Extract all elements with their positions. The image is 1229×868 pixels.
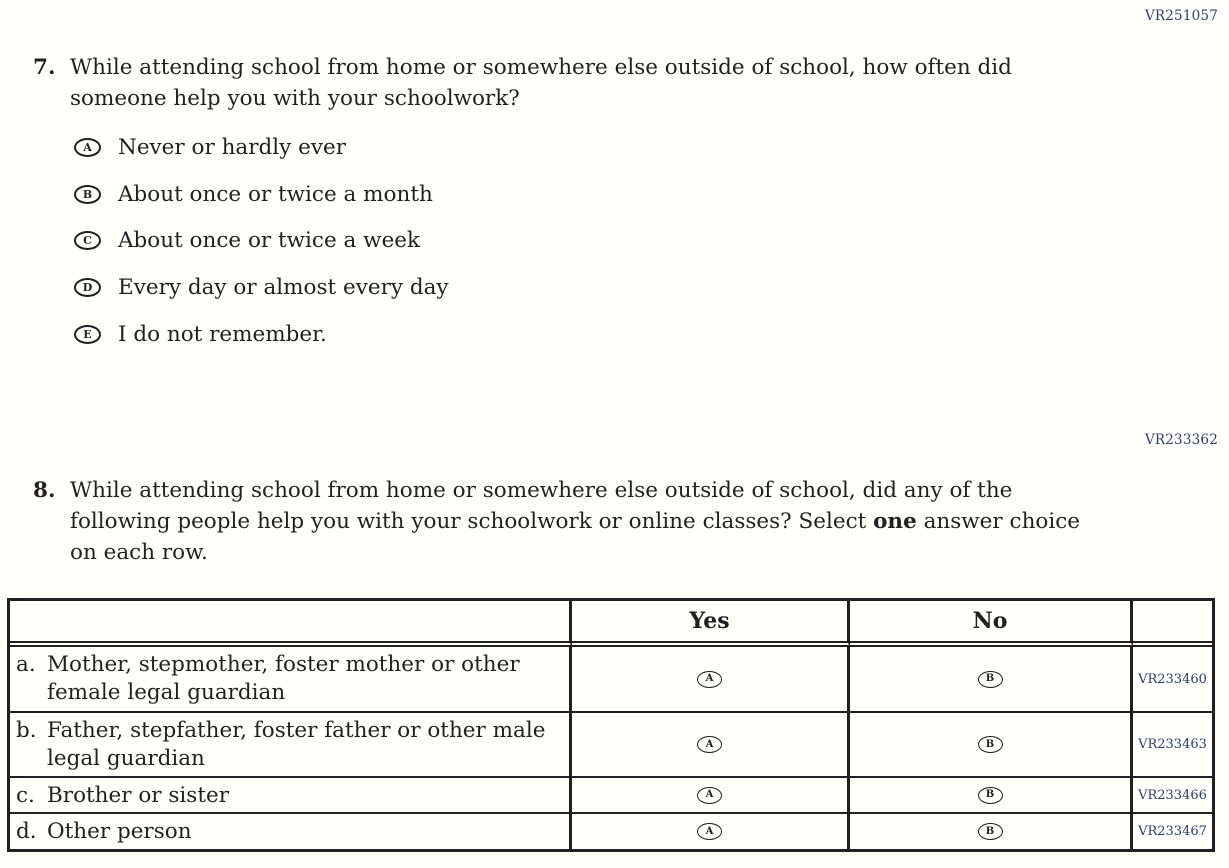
item-code-q7: VR251057 bbox=[1144, 8, 1218, 24]
question-8-bold-word: one bbox=[873, 509, 917, 534]
item-code-q8: VR233362 bbox=[1144, 432, 1218, 448]
question-8-table bbox=[7, 598, 1215, 852]
table-row-label-other bbox=[10, 814, 572, 849]
table-row-label-mother bbox=[10, 647, 572, 713]
bubble-a-icon[interactable]: A bbox=[697, 736, 722, 753]
question-8 bbox=[33, 475, 1082, 568]
row-prefix: c. bbox=[16, 783, 35, 808]
question-7-text: While attending school from home or somewhere else outside of school, how often did someone help you with your schoolwork? bbox=[70, 55, 1012, 111]
table-header-no: No bbox=[850, 601, 1133, 647]
bubble-b-icon[interactable]: B bbox=[978, 736, 1003, 753]
father-yes-cell[interactable] bbox=[572, 713, 850, 778]
row-prefix: a. bbox=[16, 652, 36, 677]
option-do-not-remember[interactable] bbox=[74, 311, 449, 358]
question-8-text-start: While attending school from home or somewhere else outside of school, did any of the following people help you with your schoolwork or online classes? Select bbox=[70, 478, 1013, 534]
option-label: About once or twice a week bbox=[118, 228, 421, 254]
option-label: I do not remember. bbox=[118, 322, 327, 348]
table-row-label-father bbox=[10, 713, 572, 778]
row-text: Other person bbox=[47, 819, 192, 844]
table-header-code-blank bbox=[1133, 601, 1212, 647]
bubble-a-icon[interactable]: A bbox=[697, 787, 722, 804]
bubble-b-icon[interactable]: B bbox=[978, 823, 1003, 840]
table-row-label-sibling bbox=[10, 778, 572, 814]
question-8-text bbox=[70, 475, 1082, 568]
row-text: Father, stepfather, foster father or other male legal guardian bbox=[47, 718, 546, 771]
row-code: VR233463 bbox=[1133, 713, 1212, 778]
sibling-yes-cell[interactable] bbox=[572, 778, 850, 814]
question-7-options bbox=[74, 124, 449, 358]
bubble-d-icon[interactable]: D bbox=[74, 278, 101, 297]
bubble-e-icon[interactable]: E bbox=[74, 325, 101, 344]
question-8-number: 8. bbox=[33, 478, 56, 503]
bubble-b-icon[interactable]: B bbox=[978, 787, 1003, 804]
option-label: Every day or almost every day bbox=[118, 275, 449, 301]
bubble-b-icon[interactable]: B bbox=[978, 671, 1003, 688]
bubble-c-icon[interactable]: C bbox=[74, 231, 101, 250]
question-7 bbox=[33, 52, 1082, 114]
row-prefix: d. bbox=[16, 819, 37, 844]
row-prefix: b. bbox=[16, 718, 37, 743]
mother-yes-cell[interactable] bbox=[572, 647, 850, 713]
bubble-a-icon[interactable]: A bbox=[74, 138, 101, 157]
row-text: Mother, stepmother, foster mother or other female legal guardian bbox=[47, 652, 520, 705]
mother-no-cell[interactable] bbox=[850, 647, 1133, 713]
other-no-cell[interactable] bbox=[850, 814, 1133, 849]
bubble-a-icon[interactable]: A bbox=[697, 671, 722, 688]
bubble-b-icon[interactable]: B bbox=[74, 185, 101, 204]
option-label: Never or hardly ever bbox=[118, 134, 347, 160]
option-every-day[interactable] bbox=[74, 264, 449, 311]
option-label: About once or twice a month bbox=[118, 181, 433, 207]
other-yes-cell[interactable] bbox=[572, 814, 850, 849]
table-header-yes: Yes bbox=[572, 601, 850, 647]
question-8-text-end: answer choice on each row. bbox=[70, 509, 1080, 565]
bubble-a-icon[interactable]: A bbox=[697, 823, 722, 840]
option-once-twice-week[interactable] bbox=[74, 218, 449, 265]
row-code: VR233466 bbox=[1133, 778, 1212, 814]
row-text: Brother or sister bbox=[47, 783, 229, 808]
sibling-no-cell[interactable] bbox=[850, 778, 1133, 814]
row-code: VR233467 bbox=[1133, 814, 1212, 849]
option-never[interactable] bbox=[74, 124, 449, 171]
row-code: VR233460 bbox=[1133, 647, 1212, 713]
option-once-twice-month[interactable] bbox=[74, 171, 449, 218]
question-7-number: 7. bbox=[33, 55, 56, 80]
table-header-blank bbox=[10, 601, 572, 647]
father-no-cell[interactable] bbox=[850, 713, 1133, 778]
